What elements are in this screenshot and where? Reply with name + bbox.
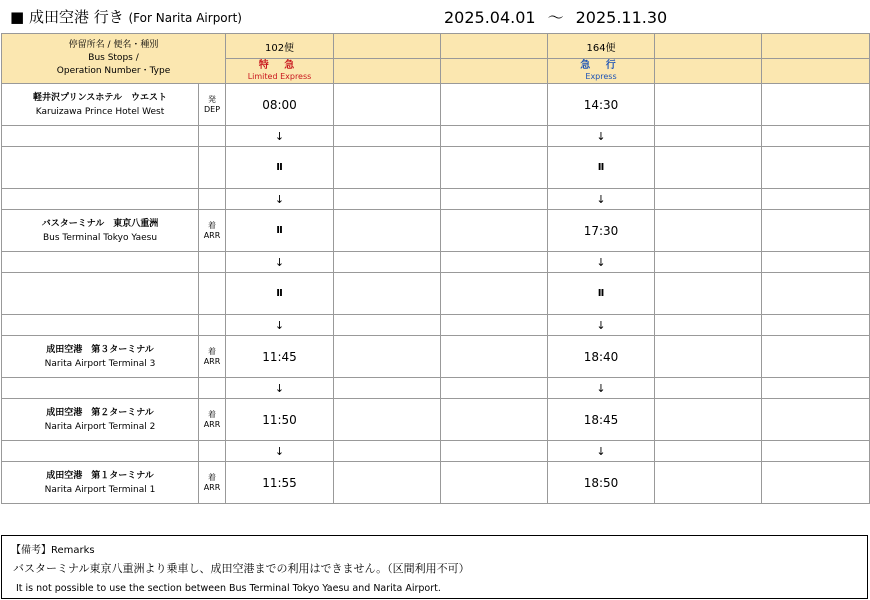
- empty-header-cell: [655, 34, 762, 59]
- empty-cell: [762, 273, 870, 315]
- empty-cell: [199, 378, 226, 399]
- validity-period: [444, 5, 667, 28]
- time-102: Ⅱ: [226, 210, 334, 252]
- empty-cell: [2, 441, 199, 462]
- dep-arr-en: ARR: [203, 482, 221, 492]
- empty-cell: [655, 126, 762, 147]
- empty-cell: [334, 273, 441, 315]
- empty-cell: [334, 189, 441, 210]
- time-164: 18:40: [548, 336, 655, 378]
- time-102: 11:50: [226, 399, 334, 441]
- dep-arr-ja: 発: [208, 94, 216, 104]
- down-arrow-icon: ↓: [548, 378, 655, 399]
- dep-arr-en: DEP: [203, 104, 221, 114]
- stops-header: [2, 34, 226, 84]
- service-102-type: [226, 59, 334, 84]
- empty-cell: [762, 399, 870, 441]
- stop-name-ja: バスターミナル 東京八重洲: [41, 218, 159, 229]
- empty-cell: [655, 315, 762, 336]
- header-row-number: [2, 34, 870, 59]
- dep-arr-label: [199, 84, 226, 126]
- empty-cell: [441, 378, 548, 399]
- empty-header-cell: [762, 59, 870, 84]
- empty-cell: [2, 273, 199, 315]
- time-102: 11:45: [226, 336, 334, 378]
- empty-cell: [762, 189, 870, 210]
- service-164-number: 164便: [548, 34, 655, 59]
- down-arrow-icon: ↓: [226, 315, 334, 336]
- dep-arr-ja: 着: [208, 346, 216, 356]
- table-row: [2, 210, 870, 252]
- empty-cell: [334, 441, 441, 462]
- empty-cell: [334, 126, 441, 147]
- empty-cell: [441, 252, 548, 273]
- remarks-box: [1, 535, 868, 599]
- dep-arr-ja: 着: [208, 472, 216, 482]
- down-arrow-icon: ↓: [548, 252, 655, 273]
- dep-arr-label: [199, 399, 226, 441]
- table-row: [2, 147, 870, 189]
- empty-cell: [334, 84, 441, 126]
- stop-name-ja: 成田空港 第３ターミナル: [46, 344, 154, 355]
- down-arrow-icon: ↓: [548, 126, 655, 147]
- empty-cell: [441, 189, 548, 210]
- empty-cell: [441, 84, 548, 126]
- stop-name-narita-t2: [2, 399, 199, 441]
- period-end: 2025.11.30: [575, 8, 668, 27]
- page-title: [10, 6, 242, 27]
- pass-mark-icon: Ⅱ: [226, 273, 334, 315]
- time-164: 18:50: [548, 462, 655, 504]
- table-row: [2, 84, 870, 126]
- empty-cell: [441, 126, 548, 147]
- stop-name-ja: 成田空港 第２ターミナル: [46, 407, 154, 418]
- empty-cell: [762, 315, 870, 336]
- dep-arr-label: [199, 462, 226, 504]
- pass-mark-icon: Ⅱ: [548, 147, 655, 189]
- service-164-type-en: Express: [585, 72, 617, 81]
- time-164: 17:30: [548, 210, 655, 252]
- service-102-type-en: Limited Express: [247, 72, 312, 81]
- empty-cell: [441, 462, 548, 504]
- stop-name-en: Narita Airport Terminal 3: [44, 358, 156, 369]
- remarks-text-en: It is not possible to use the section between Bus Terminal Tokyo Yaesu and Narita Airport.: [16, 583, 441, 594]
- empty-cell: [2, 315, 199, 336]
- empty-cell: [334, 378, 441, 399]
- empty-cell: [334, 462, 441, 504]
- table-row: [2, 189, 870, 210]
- down-arrow-icon: ↓: [226, 189, 334, 210]
- dep-arr-ja: 着: [208, 409, 216, 419]
- empty-cell: [762, 84, 870, 126]
- empty-cell: [334, 252, 441, 273]
- empty-cell: [441, 210, 548, 252]
- time-164: 14:30: [548, 84, 655, 126]
- stop-name-karuizawa: [2, 84, 199, 126]
- empty-cell: [655, 336, 762, 378]
- table-row: [2, 252, 870, 273]
- empty-cell: [334, 147, 441, 189]
- time-102: 11:55: [226, 462, 334, 504]
- empty-cell: [655, 378, 762, 399]
- dep-arr-label: [199, 210, 226, 252]
- dep-arr-en: ARR: [203, 356, 221, 366]
- remarks-text-ja: バスターミナル東京八重洲より乗車し、成田空港までの利用はできません。（区間利用不可）: [13, 562, 470, 575]
- stops-header-en2: Operation Number・Type: [56, 66, 171, 76]
- empty-cell: [762, 462, 870, 504]
- stop-name-en: Bus Terminal Tokyo Yaesu: [42, 232, 158, 243]
- table-row: [2, 273, 870, 315]
- empty-cell: [199, 147, 226, 189]
- dep-arr-en: ARR: [203, 230, 221, 240]
- service-102-number: 102便: [226, 34, 334, 59]
- stop-name-ja: 軽井沢プリンスホテル ウエスト: [33, 92, 167, 103]
- period-start: 2025.04.01: [444, 8, 536, 27]
- empty-cell: [2, 126, 199, 147]
- dep-arr-en: ARR: [203, 419, 221, 429]
- empty-cell: [441, 399, 548, 441]
- pass-mark-icon: Ⅱ: [226, 147, 334, 189]
- empty-cell: [655, 189, 762, 210]
- period-separator: ～: [547, 8, 564, 27]
- empty-cell: [2, 252, 199, 273]
- empty-cell: [655, 273, 762, 315]
- empty-cell: [2, 189, 199, 210]
- title-main: ■ 成田空港 行き: [10, 8, 124, 26]
- table-row: [2, 441, 870, 462]
- empty-header-cell: [334, 34, 441, 59]
- empty-cell: [762, 441, 870, 462]
- empty-cell: [762, 252, 870, 273]
- empty-cell: [655, 84, 762, 126]
- empty-cell: [199, 441, 226, 462]
- time-164: 18:45: [548, 399, 655, 441]
- empty-cell: [762, 336, 870, 378]
- empty-cell: [441, 441, 548, 462]
- empty-cell: [199, 126, 226, 147]
- empty-header-cell: [655, 59, 762, 84]
- empty-cell: [441, 147, 548, 189]
- empty-cell: [762, 210, 870, 252]
- remarks-title: 【備考】Remarks: [11, 545, 95, 556]
- table-row: [2, 462, 870, 504]
- empty-cell: [199, 273, 226, 315]
- empty-header-cell: [441, 34, 548, 59]
- empty-cell: [199, 315, 226, 336]
- dep-arr-label: [199, 336, 226, 378]
- empty-cell: [762, 147, 870, 189]
- title-sub: (For Narita Airport): [128, 11, 242, 25]
- empty-cell: [762, 126, 870, 147]
- stop-name-tokyo-yaesu: [2, 210, 199, 252]
- empty-cell: [334, 315, 441, 336]
- table-row: [2, 399, 870, 441]
- service-164-type: [548, 59, 655, 84]
- empty-cell: [655, 399, 762, 441]
- table-row: [2, 336, 870, 378]
- empty-header-cell: [334, 59, 441, 84]
- empty-cell: [441, 315, 548, 336]
- empty-cell: [2, 378, 199, 399]
- empty-cell: [441, 336, 548, 378]
- down-arrow-icon: ↓: [226, 252, 334, 273]
- empty-cell: [199, 189, 226, 210]
- timetable: [1, 33, 870, 504]
- table-row: [2, 315, 870, 336]
- dep-arr-ja: 着: [208, 220, 216, 230]
- empty-cell: [441, 273, 548, 315]
- pass-mark-icon: Ⅱ: [548, 273, 655, 315]
- down-arrow-icon: ↓: [548, 189, 655, 210]
- empty-cell: [334, 336, 441, 378]
- stop-name-narita-t1: [2, 462, 199, 504]
- time-102: 08:00: [226, 84, 334, 126]
- table-row: [2, 126, 870, 147]
- down-arrow-icon: ↓: [548, 315, 655, 336]
- empty-cell: [655, 147, 762, 189]
- stop-name-en: Narita Airport Terminal 1: [44, 484, 156, 495]
- down-arrow-icon: ↓: [548, 441, 655, 462]
- empty-cell: [199, 252, 226, 273]
- empty-header-cell: [441, 59, 548, 84]
- down-arrow-icon: ↓: [226, 378, 334, 399]
- empty-cell: [655, 462, 762, 504]
- down-arrow-icon: ↓: [226, 126, 334, 147]
- stop-name-ja: 成田空港 第１ターミナル: [46, 470, 154, 481]
- stop-name-en: Narita Airport Terminal 2: [44, 421, 156, 432]
- empty-cell: [334, 210, 441, 252]
- empty-cell: [655, 210, 762, 252]
- empty-cell: [334, 399, 441, 441]
- empty-header-cell: [762, 34, 870, 59]
- stop-name-en: Karuizawa Prince Hotel West: [35, 106, 165, 117]
- empty-cell: [2, 147, 199, 189]
- service-102-type-ja: 特 急: [258, 60, 301, 71]
- table-row: [2, 378, 870, 399]
- down-arrow-icon: ↓: [226, 441, 334, 462]
- service-164-type-ja: 急 行: [580, 60, 622, 71]
- empty-cell: [655, 441, 762, 462]
- empty-cell: [762, 378, 870, 399]
- stop-name-narita-t3: [2, 336, 199, 378]
- stops-header-ja: 停留所名 / 便名・種別: [68, 40, 159, 50]
- empty-cell: [655, 252, 762, 273]
- stops-header-en1: Bus Stops /: [88, 53, 139, 63]
